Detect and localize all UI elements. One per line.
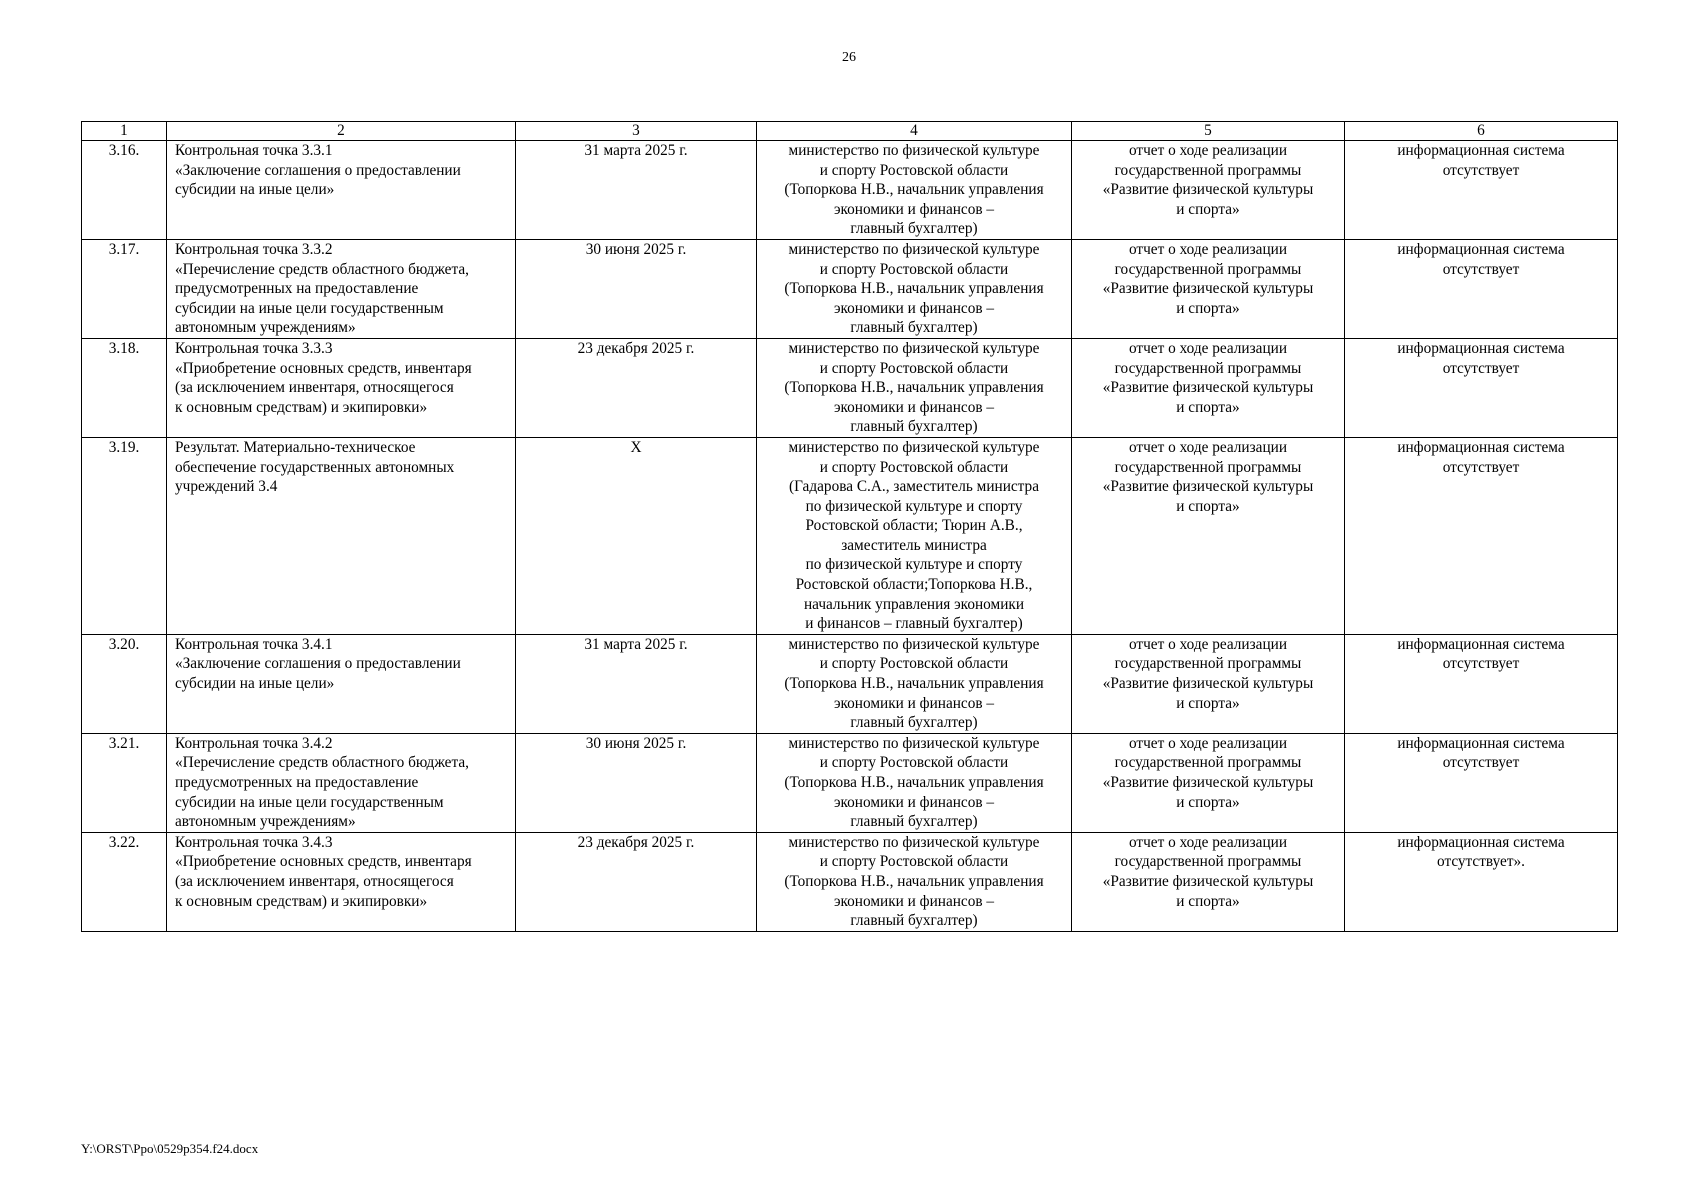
row-number-cell: 3.18.: [82, 338, 167, 437]
row-number-cell: 3.16.: [82, 141, 167, 240]
event-name-cell: Контрольная точка 3.4.3 «Приобретение основных средств, инвентаря (за исключением инвентаря, относящегося к основным средствам) и экипировки»: [167, 832, 516, 931]
information-system-cell: информационная система отсутствует: [1345, 634, 1618, 733]
table-row: [82, 141, 1618, 240]
responsible-cell: министерство по физической культуре и спорту Ростовской области (Топоркова Н.В., начальник управления экономики и финансов – главный бухгалтер): [757, 832, 1072, 931]
document-type-cell: отчет о ходе реализации государственной программы «Развитие физической культуры и спорта»: [1072, 832, 1345, 931]
table-row: [82, 338, 1618, 437]
information-system-cell: информационная система отсутствует».: [1345, 832, 1618, 931]
event-name-cell: Результат. Материально-техническое обеспечение государственных автономных учреждений 3.4: [167, 437, 516, 634]
row-number-cell: 3.20.: [82, 634, 167, 733]
header-cell: 3: [516, 122, 757, 141]
deadline-cell: Х: [516, 437, 757, 634]
deadline-cell: 23 декабря 2025 г.: [516, 832, 757, 931]
row-number-cell: 3.17.: [82, 239, 167, 338]
deadline-cell: 30 июня 2025 г.: [516, 239, 757, 338]
table-row: [82, 239, 1618, 338]
deadline-cell: 30 июня 2025 г.: [516, 733, 757, 832]
row-number-cell: 3.22.: [82, 832, 167, 931]
document-type-cell: отчет о ходе реализации государственной программы «Развитие физической культуры и спорта»: [1072, 141, 1345, 240]
information-system-cell: информационная система отсутствует: [1345, 733, 1618, 832]
responsible-cell: министерство по физической культуре и спорту Ростовской области (Топоркова Н.В., начальник управления экономики и финансов – главный бухгалтер): [757, 239, 1072, 338]
information-system-cell: информационная система отсутствует: [1345, 141, 1618, 240]
plan-table: [81, 121, 1618, 932]
footer-file-path: Y:\ORST\Ppo\0529p354.f24.docx: [81, 1141, 259, 1156]
header-cell: 1: [82, 122, 167, 141]
document-type-cell: отчет о ходе реализации государственной программы «Развитие физической культуры и спорта»: [1072, 733, 1345, 832]
document-type-cell: отчет о ходе реализации государственной программы «Развитие физической культуры и спорта»: [1072, 239, 1345, 338]
information-system-cell: информационная система отсутствует: [1345, 437, 1618, 634]
responsible-cell: министерство по физической культуре и спорту Ростовской области (Гадарова С.А., заместитель министра по физической культуре и спорту Ростовской области; Тюрин А.В., заместитель министра по физической культуре и спорту Ростовской области;Топоркова Н.В., начальник управления экономики и финансов – главный бухгалтер): [757, 437, 1072, 634]
event-name-cell: Контрольная точка 3.4.1 «Заключение соглашения о предоставлении субсидии на иные цели»: [167, 634, 516, 733]
table-row: [82, 733, 1618, 832]
event-name-cell: Контрольная точка 3.3.3 «Приобретение основных средств, инвентаря (за исключением инвентаря, относящегося к основным средствам) и экипировки»: [167, 338, 516, 437]
row-number-cell: 3.21.: [82, 733, 167, 832]
document-type-cell: отчет о ходе реализации государственной программы «Развитие физической культуры и спорта»: [1072, 338, 1345, 437]
event-name-cell: Контрольная точка 3.4.2 «Перечисление средств областного бюджета, предусмотренных на предоставление субсидии на иные цели государственным автономным учреждениям»: [167, 733, 516, 832]
header-cell: 6: [1345, 122, 1618, 141]
table-row: [82, 832, 1618, 931]
information-system-cell: информационная система отсутствует: [1345, 239, 1618, 338]
responsible-cell: министерство по физической культуре и спорту Ростовской области (Топоркова Н.В., начальник управления экономики и финансов – главный бухгалтер): [757, 141, 1072, 240]
responsible-cell: министерство по физической культуре и спорту Ростовской области (Топоркова Н.В., начальник управления экономики и финансов – главный бухгалтер): [757, 733, 1072, 832]
event-name-cell: Контрольная точка 3.3.2 «Перечисление средств областного бюджета, предусмотренных на предоставление субсидии на иные цели государственным автономным учреждениям»: [167, 239, 516, 338]
table-row: [82, 634, 1618, 733]
deadline-cell: 31 марта 2025 г.: [516, 141, 757, 240]
information-system-cell: информационная система отсутствует: [1345, 338, 1618, 437]
header-cell: 5: [1072, 122, 1345, 141]
deadline-cell: 31 марта 2025 г.: [516, 634, 757, 733]
page-number: 26: [842, 50, 856, 65]
table-header-row: [82, 122, 1618, 141]
header-cell: 2: [167, 122, 516, 141]
responsible-cell: министерство по физической культуре и спорту Ростовской области (Топоркова Н.В., начальник управления экономики и финансов – главный бухгалтер): [757, 338, 1072, 437]
document-type-cell: отчет о ходе реализации государственной программы «Развитие физической культуры и спорта»: [1072, 437, 1345, 634]
document-type-cell: отчет о ходе реализации государственной программы «Развитие физической культуры и спорта»: [1072, 634, 1345, 733]
table-row: [82, 437, 1618, 634]
deadline-cell: 23 декабря 2025 г.: [516, 338, 757, 437]
event-name-cell: Контрольная точка 3.3.1 «Заключение соглашения о предоставлении субсидии на иные цели»: [167, 141, 516, 240]
row-number-cell: 3.19.: [82, 437, 167, 634]
header-cell: 4: [757, 122, 1072, 141]
table-body: [82, 122, 1618, 932]
responsible-cell: министерство по физической культуре и спорту Ростовской области (Топоркова Н.В., начальник управления экономики и финансов – главный бухгалтер): [757, 634, 1072, 733]
